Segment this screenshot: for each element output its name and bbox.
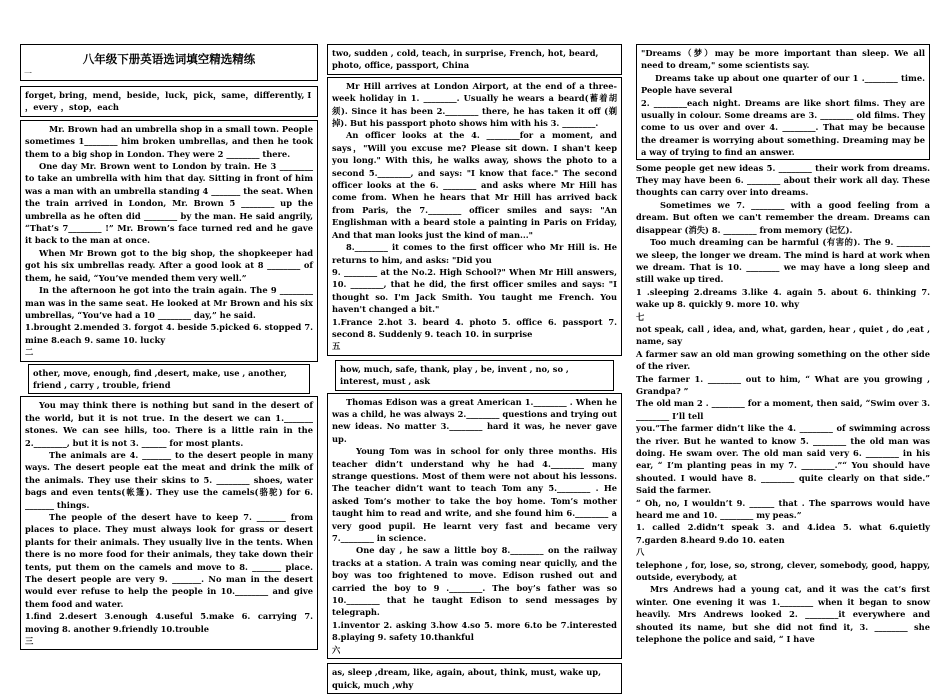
passage-7-para-3: The old man 2 . ________ for a moment, then said, “Swim over 3. ________ I’ll tell	[636, 398, 930, 421]
passage-5-para-3: One day , he saw a little boy 8.________ on the railway tracks at a station. A train was coming near quiclly, and the boy was too frightened to move. Edison rushed out and carried the boy to 9 .________. The boy’s father was so 10.________ that he taught Edison to send messages by telegraph.	[332, 545, 617, 618]
passage-8-para-1: Mrs Andrews had a young cat, and it was the cat’s first winter. One evening it was 1.________ when it began to snow heavily. Mrs Andrews looked 2. ________it everywhere and shouted its name, but she did not find it, 3. ________ she telephone the police and said, “ I have	[636, 584, 930, 645]
section-number-3: 三	[25, 636, 34, 647]
passage-4-para-2: An officer looks at the 4. ________for a moment, and says，"Will you excuse me? Please sit down. I shan't keep you long." With this, he walks away, shows the photo to a second 5.________, and says: "I know that face." The second officer looks at the 6. ________ and asks where Mr Hill has come from. When he hears that Mr Hill has arrived back from Paris, the 7.________ officer smiles and says: "An Englishman with a beard stole a painting in Paris on Friday, And that man looks just the kind of man..."	[332, 130, 617, 240]
answers-5: 1.inventor 2. asking 3.how 4.so 5. more 6.to be 7.interested 8.playing 9. safety 10.thankful	[332, 619, 617, 643]
section-number-5: 五	[332, 341, 341, 352]
passage-4-para-4: 9. ________ at the No.2. High School?" When Mr Hill answers, 10. ________, that he did, the first officer smiles and says: "I thought so. I'm Jack Smith. You taught me French. You haven't changed a bit."	[332, 266, 617, 315]
passage-2	[20, 396, 318, 650]
answers-7: 1. called 2.didn’t speak 3. and 4.idea 5. what 6.quietly 7.garden 8.heard 9.do 10. eaten	[636, 522, 930, 545]
passage-4-para-3: 8.________ it comes to the first officer who Mr Hill is. He returns to him, and asks: "Did you	[332, 242, 617, 265]
word-bank-7: not speak, call , idea, and, what, garden, hear , quiet , do ,eat , name, say	[636, 323, 930, 347]
word-bank-2: other, move, enough, find ,desert, make, use , another, friend , carry , trouble, friend	[28, 364, 310, 395]
section-number-8: 八	[636, 547, 645, 558]
word-bank-5: how, much, safe, thank, play , be, invent , no, so , interest, must , ask	[335, 360, 614, 391]
passage-7-para-2: The farmer 1. ________ out to him, “ What are you growing , Grandpa? ”	[636, 373, 930, 396]
answers-2: 1.find 2.desert 3.enough 4.useful 5.make 6. carrying 7. moving 8. another 9.friendly 10.trouble	[25, 611, 313, 634]
passage-4-para-1: Mr Hill arrives at London Airport, at the end of a three-week holiday in 1. ________. Usually he wears a beard(蓄着胡须). Since it has been 2.________ there, he has taken it off (剃掉). But his passport photo shows him with his 3. ________.	[332, 80, 617, 129]
word-bank-1: forget, bring，mend，beside，luck，pick，same，differently, I ，every ，stop，each	[20, 86, 318, 117]
word-bank-6: as, sleep ,dream, like, again, about, think, must, wake up, quick, much ,why	[327, 663, 622, 694]
column-middle	[327, 44, 622, 690]
passage-7-para-5: “ Oh, no, I wouldn’t 9. ______ that . The sparrows would have heard me and 10. ________ my peas.”	[636, 497, 930, 521]
passage-1-para-1: Mr. Brown had an umbrella shop in a small town. People sometimes 1________ him broken umbrellas, and then he took them to a big shop in London. They were 2 ________ there.	[25, 123, 313, 159]
passage-1-para-3: When Mr Brown got to the big shop, the shopkeeper had got his six umbrellas ready. After a good look at 8 ________ of them, he said, “You’ve mended them very well.”	[25, 247, 313, 283]
passage-4	[327, 77, 622, 356]
section-number-7: 七	[636, 311, 645, 322]
passage-6-para-1: "Dreams（梦）may be more important than sleep. We all need to dream," some scientists say.	[641, 48, 925, 71]
column-right	[636, 44, 930, 664]
passage-1-para-2: One day Mr. Brown went to London by train. He 3 ________ to take an umbrella with him that day. Sitting in front of him was a man with an umbrella standing 4 _______ the seat. When the train arrived in London, Mr. Brown 5 ________ up the umbrella as he often did ________ by the man. He said angrily, “That’s 7________ !” Mr. Brown’s face turned red and he gave it back to the man at once.	[25, 161, 313, 246]
section-number-2: 二	[25, 347, 34, 358]
passage-5-para-2: Young Tom was in school for only three months. His teacher didn’t understand why he had 4.________ many strange questions. Most of them were not about his lessons. The teacher didn’t want to teach Tom any 5.________ . He asked Tom’s mother to take the boy home. Tom’s mother taught him to read and write, and she found him 6.________ a very good pupil. He learnt very fast and became very 7.________ in science.	[332, 446, 617, 544]
passage-1-para-4: In the afternoon he got into the train again. The 9 ________ man was in the same seat. He looked at Mr Brown and his six umbrellas, “You’ve had a 10 ________ day,” he said.	[25, 285, 313, 320]
word-bank-8: telephone , for, lose, so, strong, clever, somebody, good, happy, outside, everybody, at	[636, 559, 930, 583]
passage-6-para-4: Some people get new ideas 5. ________ their work from dreams. They may have been 6. ________ about their work all day. These thoughts can carry over into dreams.	[636, 162, 930, 198]
passage-5	[327, 393, 622, 660]
passage-2-para-1: You may think there is nothing but sand in the desert of the world, but it is not true. In the desert we can 1._______ stones. We can see hills, too. There is a little rain in the 2.________, but it is not 3. ______ for most plants.	[25, 400, 313, 448]
passage-6-para-3: 2. ________each night. Dreams are like short films. They are usually in colour. Some dreams are 3. ________ old films. They come to us over and over 4. ________. That may be because the dreamer is worrying about something. Dreaming may be a way of trying to find an answer.	[641, 97, 925, 158]
passage-5-para-1: Thomas Edison was a great American 1.________ . When he was a child, he was always 2.________ questions and trying out new ideas. No matter 3.________ hard it was, he never gave up.	[332, 396, 617, 444]
passage-7-para-4: you.”The farmer didn’t like the 4. ________ of swimming across the river. But he wanted to know 5. ________ the old man was doing. He swam over. The old man said very 6. ________ in his ear, “ I’m planting peas in my 7. ________.”“ You should have shouted. I would have 8. ________ quite clearly on that side.” Said the farmer.	[636, 423, 930, 496]
word-bank-4: two, sudden , cold, teach, in surprise, French, hot, beard, photo, office, passport, China	[327, 44, 622, 75]
answers-1: 1.brought 2.mended 3. forgot 4. beside 5.picked 6. stopped 7. mine 8.each 9. same 10. lucky	[25, 322, 313, 345]
section-number-6: 六	[332, 644, 341, 655]
passage-6	[636, 44, 930, 160]
passage-6-para-6: Too much dreaming can be harmful (有害的). The 9. ________ we sleep, the longer we dream. The mind is hard at work when we dream. That is 10. ________ we may have a long sleep and still wake up tired.	[636, 237, 930, 285]
passage-7-para-1: A farmer saw an old man growing something on the other side of the river.	[636, 348, 930, 372]
passage-6-para-2: Dreams take up about one quarter of our 1 .________ time. People have several	[641, 72, 925, 96]
passage-1	[20, 120, 318, 362]
answers-4: 1.France 2.hot 3. beard 4. photo 5. office 6. passport 7. second 8. Suddenly 9. teach 10. in surprise	[332, 316, 617, 339]
passage-2-para-3: The people of the desert have to keep 7. _______ from places to place. They must always look for grass or desert plants for their animals. They usually live in the tents. When there is no more food for their animals, they take down their tents, put them on the camels and move to 8. _______ place. The desert people are very 9. _______. No man in the desert would ever refuse to help the people in 10.________ and give them food and water.	[25, 512, 313, 609]
column-left	[20, 44, 318, 664]
section-number-1: 一	[24, 69, 32, 78]
title-box	[20, 44, 318, 81]
answers-6: 1 .sleeping 2.dreams 3.like 4. again 5. about 6. thinking 7. wake up 8. quickly 9. more 10. why	[636, 286, 930, 310]
passage-6-continued	[636, 160, 930, 646]
passage-2-para-2: The animals are 4. _______ to the desert people in many ways. The desert people eat the meat and drink the milk of the animals. They use their skins to 5. ________ shoes, water bags and even tents(帐篷). They use the camels(骆驼) for 6. _______ things.	[25, 449, 313, 510]
page-title: 八年级下册英语选词填空精选精练	[82, 52, 256, 66]
passage-6-para-5: Sometimes we 7. ________ with a good feeling from a dream. But often we can't remember the dream. Dreams can disappear (消失) 8. ________ from memory (记忆).	[636, 199, 930, 235]
